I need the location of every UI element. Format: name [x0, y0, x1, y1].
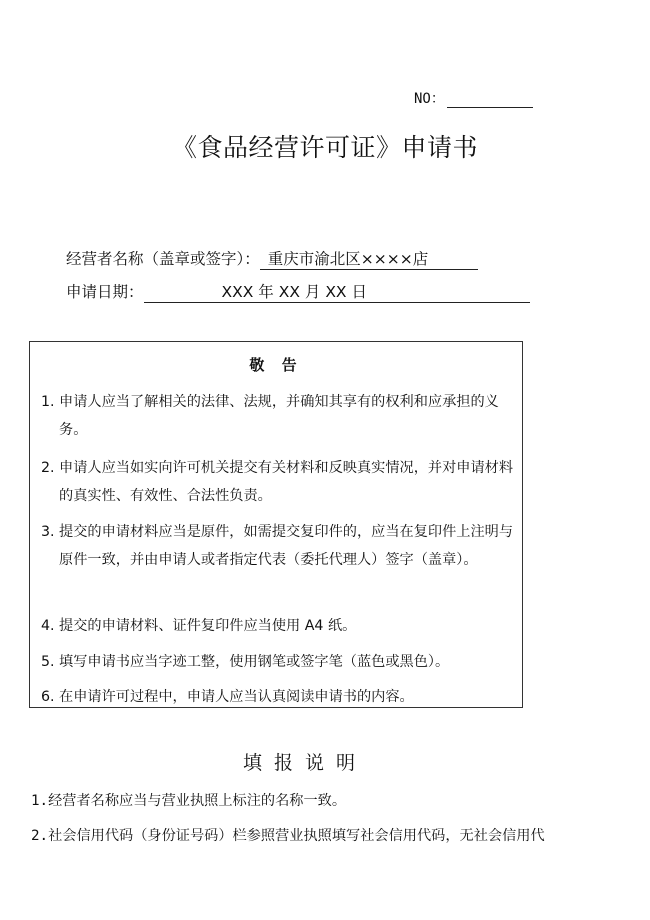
- application-date-value[interactable]: XXX 年 XX 月 XX 日: [144, 280, 530, 303]
- document-number: [414, 88, 533, 108]
- notice-item-text: 提交的申请材料、证件复印件应当使用 A4 纸。: [59, 618, 357, 634]
- notice-item: [41, 388, 519, 444]
- instruction-item-text: 经营者名称应当与营业执照上标注的名称一致。: [48, 793, 347, 809]
- instructions-title: 填报说明: [242, 752, 367, 774]
- notice-item: [41, 518, 519, 574]
- instruction-item: [31, 825, 545, 845]
- application-date-label: 申请日期：: [66, 283, 144, 301]
- notice-item-text: 提交的申请材料应当是原件，如需提交复印件的，应当在复印件上注明与原件一致，并由申请人或者指定代表（委托代理人）签字（盖章）。: [59, 524, 514, 568]
- notice-item: [41, 683, 519, 711]
- operator-name-field: [66, 247, 478, 270]
- notice-item: [41, 454, 519, 510]
- notice-item-text: 申请人应当如实向许可机关提交有关材料和反映真实情况，并对申请材料的真实性、有效性、合法性负责。: [59, 460, 514, 504]
- number-label: NO：: [414, 91, 445, 107]
- operator-name-label: 经营者名称（盖章或签字）：: [66, 250, 260, 268]
- notice-item: [41, 612, 519, 640]
- notice-item-number: 5.: [41, 654, 55, 670]
- notice-item-number: 4.: [41, 618, 55, 634]
- notice-item: [41, 648, 519, 676]
- notice-item-number: 1.: [41, 394, 55, 410]
- instruction-item-number: 2.: [31, 828, 49, 844]
- notice-item-number: 2.: [41, 460, 55, 476]
- notice-item-number: 6.: [41, 689, 55, 705]
- notice-item-text: 在申请许可过程中，申请人应当认真阅读申请书的内容。: [59, 689, 414, 705]
- notice-title: 敬 告: [249, 356, 303, 374]
- notice-item-text: 填写申请书应当字迹工整，使用钢笔或签字笔（蓝色或黑色）。: [59, 654, 450, 670]
- instruction-item-text: 社会信用代码（身份证号码）栏参照营业执照填写社会信用代码，无社会信用代: [48, 828, 545, 844]
- page-title: 《食品经营许可证》申请书: [171, 133, 478, 162]
- notice-item-number: 3.: [41, 524, 55, 540]
- application-date-field: [66, 280, 530, 303]
- operator-name-value[interactable]: 重庆市渝北区××××店: [260, 247, 478, 270]
- notice-box: [29, 341, 523, 708]
- notice-item-text: 申请人应当了解相关的法律、法规，并确知其享有的权利和应承担的义务。: [59, 394, 499, 438]
- instruction-item: [31, 790, 346, 810]
- instruction-item-number: 1.: [31, 793, 49, 809]
- number-blank[interactable]: [447, 92, 533, 108]
